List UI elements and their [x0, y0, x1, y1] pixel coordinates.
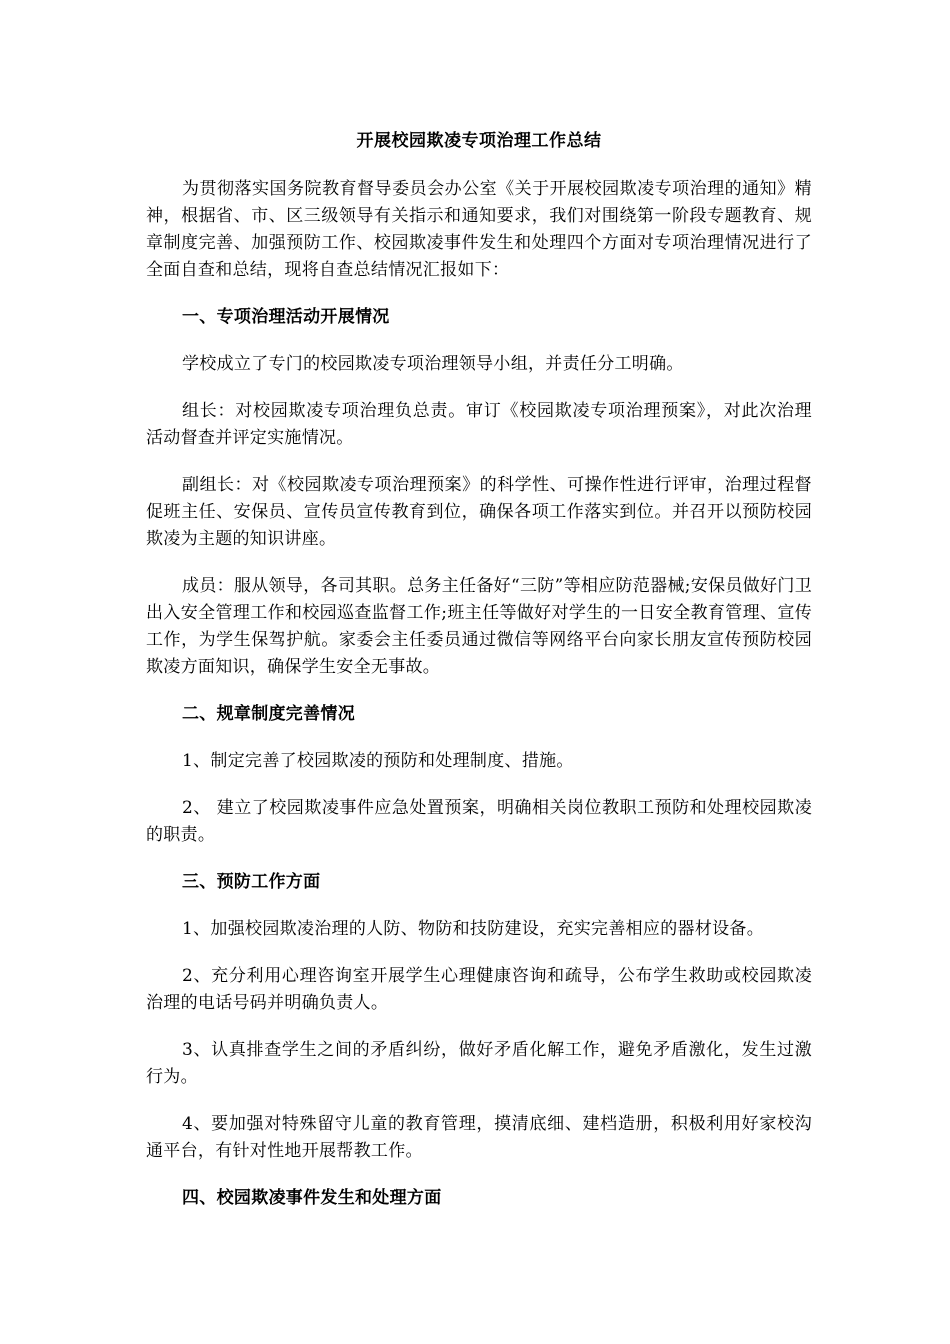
document-title: 开展校园欺凌专项治理工作总结 [356, 131, 602, 151]
document-body [146, 128, 812, 1232]
section-heading: 三、预防工作方面 [182, 872, 321, 892]
paragraph: 4、要加强对特殊留守儿童的教育管理，摸清底细、建档造册，积极利用好家校沟通平台，有针对性地开展帮教工作。 [146, 1114, 812, 1161]
section-heading: 一、专项治理活动开展情况 [182, 307, 390, 327]
paragraph: 学校成立了专门的校园欺凌专项治理领导小组，并责任分工明确。 [182, 354, 684, 374]
paragraph: 1、制定完善了校园欺凌的预防和处理制度、措施。 [182, 751, 574, 771]
intro-paragraph: 为贯彻落实国务院教育督导委员会办公室《关于开展校园欺凌专项治理的通知》精神，根据省、市、区三级领导有关指示和通知要求，我们对围绕第一阶段专题教育、规章制度完善、加强预防工作、校园欺凌事件发生和处理四个方面对专项治理情况进行了全面自查和总结，现将自查总结情况汇报如下： [146, 179, 812, 280]
paragraph: 2、 建立了校园欺凌事件应急处置预案，明确相关岗位教职工预防和处理校园欺凌的职责。 [146, 798, 812, 845]
paragraph: 3、认真排查学生之间的矛盾纠纷，做好矛盾化解工作，避免矛盾激化，发生过激行为。 [146, 1040, 812, 1087]
paragraph: 2、充分利用心理咨询室开展学生心理健康咨询和疏导，公布学生救助或校园欺凌治理的电话号码并明确负责人。 [146, 966, 812, 1013]
paragraph: 副组长：对《校园欺凌专项治理预案》的科学性、可操作性进行评审，治理过程督促班主任、安保员、宣传员宣传教育到位，确保各项工作落实到位。并召开以预防校园欺凌为主题的知识讲座。 [146, 475, 812, 549]
paragraph: 成员：服从领导，各司其职。总务主任备好“三防”等相应防范器械;安保员做好门卫出入安全管理工作和校园巡查监督工作;班主任等做好对学生的一日安全教育管理、宣传工作，为学生保驾护航。家委会主任委员通过微信等网络平台向家长朋友宣传预防校园欺凌方面知识，确保学生安全无事故。 [146, 576, 812, 677]
paragraph: 1、加强校园欺凌治理的人防、物防和技防建设，充实完善相应的器材设备。 [182, 919, 765, 939]
section-heading: 四、校园欺凌事件发生和处理方面 [182, 1188, 442, 1208]
paragraph: 组长：对校园欺凌专项治理负总责。审订《校园欺凌专项治理预案》，对此次治理活动督查并评定实施情况。 [146, 401, 812, 448]
section-heading: 二、规章制度完善情况 [182, 704, 355, 724]
